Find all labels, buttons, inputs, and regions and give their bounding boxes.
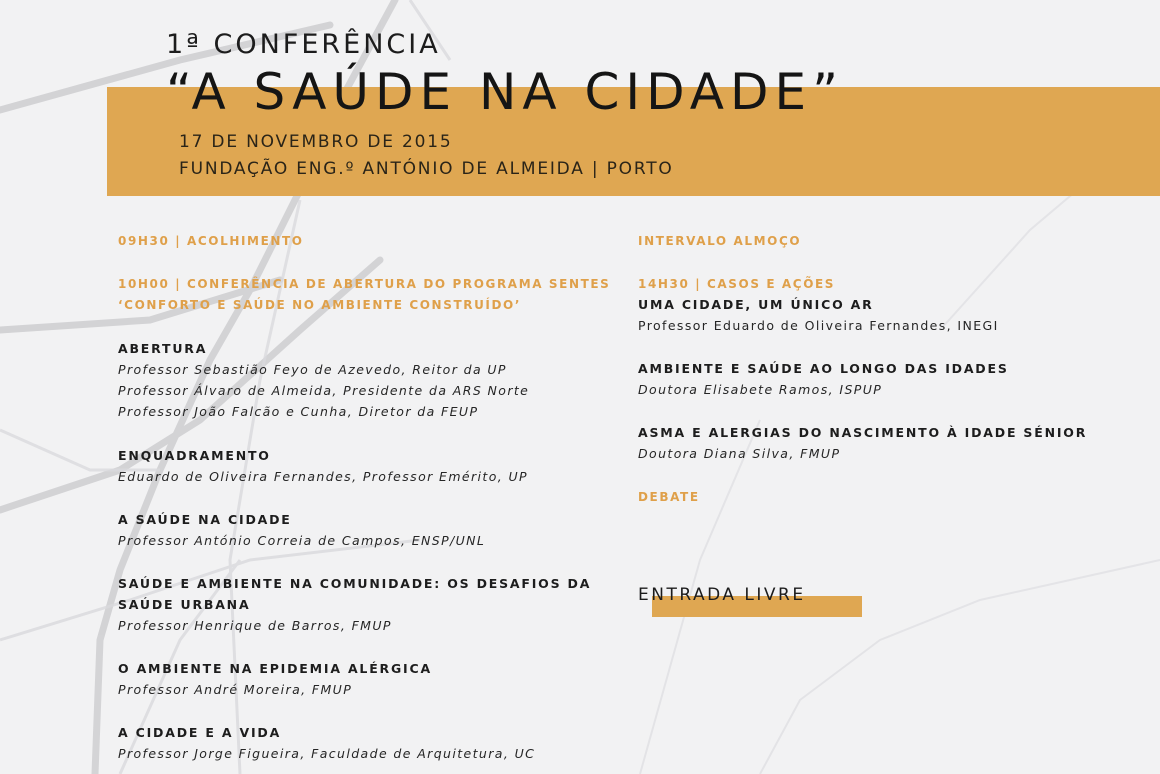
session-title: AMBIENTE E SAÚDE AO LONGO DAS IDADES: [638, 361, 1009, 376]
session-cidade-unico-ar: [638, 294, 999, 336]
session-speaker: Doutora Elisabete Ramos, ISPUP: [638, 382, 883, 397]
session-speaker: Professor Jorge Figueira, Faculdade de Arquitetura, UC: [118, 746, 536, 761]
session-speaker: Professor Sebastião Feyo de Azevedo, Reitor da UP: [118, 362, 507, 377]
session-title: ABERTURA: [118, 341, 208, 356]
session-speaker: Professor Álvaro de Almeida, Presidente da ARS Norte: [118, 383, 530, 398]
session-speaker: Eduardo de Oliveira Fernandes, Professor Emérito, UP: [118, 469, 528, 484]
free-entry-label: ENTRADA LIVRE: [638, 585, 806, 605]
event-date: 17 DE NOVEMBRO DE 2015: [179, 132, 453, 152]
session-title: A CIDADE E A VIDA: [118, 725, 282, 740]
session-title: ASMA E ALERGIAS DO NASCIMENTO À IDADE SÉNIOR: [638, 425, 1088, 440]
session-saude-ambiente-comunidade: [118, 573, 591, 636]
session-ambiente-idades: [638, 358, 1009, 400]
session-cidade-e-vida: [118, 722, 535, 764]
session-asma-alergias: [638, 422, 1087, 464]
conference-subtitle: 1ª CONFERÊNCIA: [166, 29, 441, 60]
schedule-casos-acoes: 14H30 | CASOS E AÇÕES: [638, 277, 836, 291]
session-title: SAÚDE E AMBIENTE NA COMUNIDADE: OS DESAFIOS DA: [118, 576, 592, 591]
session-speaker: Professor João Falcão e Cunha, Diretor da FEUP: [118, 404, 479, 419]
schedule-opening-programme: 10H00 | CONFERÊNCIA DE ABERTURA DO PROGRAMA SENTES: [118, 277, 611, 291]
session-speaker: Doutora Diana Silva, FMUP: [638, 446, 841, 461]
session-enquadramento: [118, 445, 528, 487]
session-title-continued: SAÚDE URBANA: [118, 597, 251, 612]
event-venue: FUNDAÇÃO ENG.º ANTÓNIO DE ALMEIDA | PORTO: [179, 159, 674, 179]
schedule-intervalo: INTERVALO ALMOÇO: [638, 234, 802, 248]
session-title: A SAÚDE NA CIDADE: [118, 512, 292, 527]
session-epidemia-alergica: [118, 658, 432, 700]
session-speaker: Professor Henrique de Barros, FMUP: [118, 618, 392, 633]
session-title: O AMBIENTE NA EPIDEMIA ALÉRGICA: [118, 661, 432, 676]
schedule-acolhimento: 09H30 | ACOLHIMENTO: [118, 234, 304, 248]
session-title: ENQUADRAMENTO: [118, 448, 271, 463]
session-title: UMA CIDADE, UM ÚNICO AR: [638, 297, 874, 312]
session-speaker: Professor António Correia de Campos, ENSP/UNL: [118, 533, 486, 548]
session-speaker: Professor Eduardo de Oliveira Fernandes, INEGI: [638, 318, 999, 333]
session-abertura: [118, 338, 529, 422]
conference-title: “A SAÚDE NA CIDADE”: [166, 63, 844, 121]
schedule-opening-programme-subtitle: ‘CONFORTO E SAÚDE NO AMBIENTE CONSTRUÍDO’: [118, 298, 521, 312]
session-speaker: Professor André Moreira, FMUP: [118, 682, 353, 697]
session-saude-na-cidade: [118, 509, 485, 551]
schedule-debate: DEBATE: [638, 490, 700, 504]
